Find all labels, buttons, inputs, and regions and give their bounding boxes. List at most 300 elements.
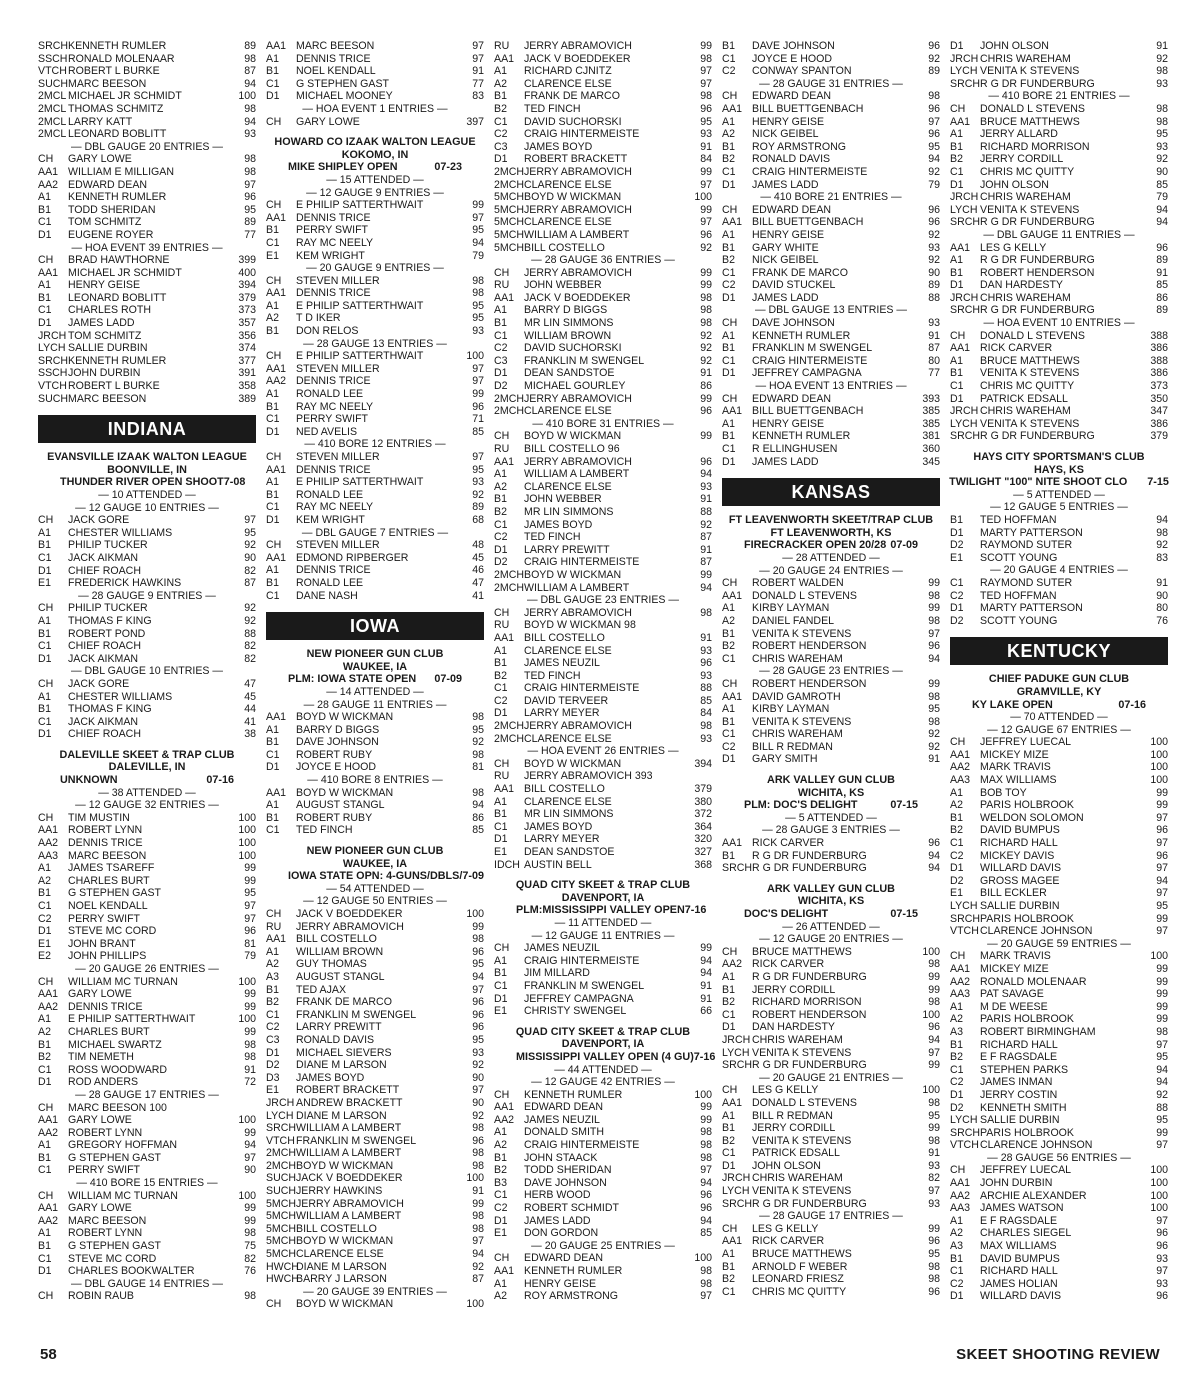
result-row [494, 1114, 712, 1127]
shooter-name: CLARENCE JOHNSON [980, 1139, 1093, 1152]
shoot-name: DOC'S DELIGHT [744, 908, 829, 920]
class-code: B1 [722, 1122, 735, 1135]
result-row [722, 1185, 940, 1198]
result-row [266, 1160, 484, 1173]
shooter-name: CRAIG HINTERMEISTE [752, 165, 868, 178]
result-row [950, 615, 1168, 628]
class-code: CH [950, 736, 966, 749]
score: 97 [700, 77, 712, 90]
class-code: A1 [722, 1109, 735, 1122]
score: 93 [472, 325, 484, 338]
score: 90 [472, 1071, 484, 1084]
shooter-name: MARTY PATTERSON [980, 526, 1083, 539]
class-code: B1 [38, 627, 51, 640]
score: 100 [466, 1172, 484, 1185]
shooter-name: BILL COSTELLO [296, 1222, 377, 1235]
result-row [38, 875, 256, 888]
class-code: B1 [494, 967, 507, 980]
result-row [950, 787, 1168, 800]
result-row [722, 590, 940, 603]
class-code: AA1 [950, 1177, 971, 1190]
class-code: B1 [950, 140, 963, 153]
shooter-name: FRANK DE MARCO [296, 996, 392, 1009]
shooter-name: DENNIS TRICE [296, 287, 371, 300]
score: 385 [922, 405, 940, 418]
result-row [266, 564, 484, 577]
score: 373 [1150, 380, 1168, 393]
score: 99 [700, 942, 712, 955]
class-code: AA1 [38, 824, 59, 837]
shooter-name: JERRY ABRAMOVICH [296, 920, 404, 933]
score: 94 [472, 236, 484, 249]
shooter-name: CHRIS MC QUITTY [980, 380, 1075, 393]
class-code: CH [722, 677, 738, 690]
result-row [722, 837, 940, 850]
result-row [494, 707, 712, 720]
score: 99 [1156, 912, 1168, 925]
class-code: SRCH [722, 1059, 753, 1072]
shooter-name: CRAIG HINTERMEISTE [524, 556, 640, 569]
class-code: AA1 [950, 342, 971, 355]
shooter-name: MICKEY MIZE [980, 962, 1049, 975]
result-row [950, 1278, 1168, 1291]
result-row [494, 607, 712, 620]
result-row [38, 179, 256, 192]
class-code: C2 [950, 589, 964, 602]
shooter-name: G STEPHEN GAST [68, 1151, 162, 1164]
score: 87 [472, 1273, 484, 1286]
class-code: C1 [494, 329, 508, 342]
result-row [494, 317, 712, 330]
shooter-name: KIRBY LAYMAN [752, 703, 830, 716]
score: 100 [238, 975, 256, 988]
result-row [494, 267, 712, 280]
shooter-name: FRANKLIN M SWENGEL [524, 979, 645, 992]
class-code: CH [266, 199, 282, 212]
score: 95 [1156, 1051, 1168, 1064]
shooter-name: R G DR FUNDERBURG [980, 254, 1095, 267]
shooter-name: GARY LOWE [68, 1202, 132, 1215]
result-row [38, 716, 256, 729]
result-row [722, 946, 940, 959]
class-code: CH [722, 577, 738, 590]
club-location: GRAMVILLE, KY [1016, 685, 1102, 698]
result-row [494, 783, 712, 796]
result-row [38, 204, 256, 217]
class-code: CH [38, 1101, 54, 1114]
shooter-name: TED FINCH [524, 669, 581, 682]
shooter-name: BOYD W WICKMAN [296, 1159, 394, 1172]
score: 94 [244, 1139, 256, 1152]
class-code: D2 [494, 556, 508, 569]
class-code: SRCH [722, 1197, 753, 1210]
club-location: KOKOMO, IN [341, 148, 409, 161]
result-row [494, 90, 712, 103]
score: 97 [1156, 925, 1168, 938]
result-row [950, 837, 1168, 850]
shooter-name: VENITA K STEVENS [752, 1134, 852, 1147]
score: 79 [244, 950, 256, 963]
result-row [38, 628, 256, 641]
shooter-name: CHIEF ROACH [68, 564, 141, 577]
score: 81 [472, 761, 484, 774]
result-row [266, 212, 484, 225]
score: 97 [928, 627, 940, 640]
score: 82 [244, 652, 256, 665]
result-row [950, 514, 1168, 527]
shooter-name: R ELLINGHUSEN [752, 443, 838, 455]
result-row [950, 925, 1168, 938]
shoot-date: 7-08 [223, 476, 246, 489]
shooter-name: PHILIP TUCKER [68, 602, 148, 615]
class-code: 5MCH [494, 228, 525, 241]
shooter-name: G STEPHEN GAST [68, 887, 162, 900]
page-number: 58 [40, 1346, 57, 1363]
event-header: — DBL GAUGE 7 ENTRIES — [301, 526, 449, 539]
result-row [950, 799, 1168, 812]
shooter-name: RONALD MOLENAAR [68, 52, 175, 65]
class-code: A2 [494, 480, 507, 493]
score: 95 [928, 1109, 940, 1122]
score: 89 [928, 279, 940, 292]
result-row [494, 330, 712, 343]
shooter-name: ROBERT HENDERSON [752, 1008, 867, 1021]
class-code: C2 [494, 694, 508, 707]
shoot-name: IOWA STATE OPN: 4-GUNS/DBLS/ [288, 870, 463, 883]
result-row [494, 1152, 712, 1165]
score: 91 [928, 329, 940, 342]
score: 100 [238, 1189, 256, 1202]
shooter-name: NICK GEIBEL [752, 128, 819, 141]
result-row [266, 1135, 484, 1148]
result-row [266, 1147, 484, 1160]
class-code: CH [494, 757, 510, 770]
result-row [494, 657, 712, 670]
result-row [266, 250, 484, 263]
result-row [266, 476, 484, 489]
result-row [722, 615, 940, 628]
class-code: B1 [494, 493, 507, 506]
shooter-name: JERRY CORDILL [752, 983, 836, 996]
class-code: C1 [266, 1008, 280, 1021]
result-row [38, 1290, 256, 1303]
score: 90 [244, 551, 256, 564]
class-code: A1 [494, 65, 507, 78]
event-header: — 20 GAUGE 21 ENTRIES — [759, 1071, 903, 1084]
shooter-name: BILL COSTELLO [524, 783, 605, 796]
score: 99 [700, 203, 712, 216]
score: 98 [928, 715, 940, 728]
shooter-name: BRUCE MATTHEWS [980, 354, 1080, 367]
class-code: A1 [722, 970, 735, 983]
event-header: — 20 GAUGE 4 ENTRIES — [990, 564, 1128, 577]
score: 99 [1156, 975, 1168, 988]
result-row [950, 824, 1168, 837]
class-code: C1 [266, 589, 280, 602]
shooter-name: MR LIN SIMMONS [524, 808, 614, 821]
result-row [950, 1290, 1168, 1303]
result-row [494, 204, 712, 217]
result-row [38, 640, 256, 653]
class-code: CH [950, 329, 966, 342]
result-row [494, 191, 712, 204]
class-code: D1 [494, 1214, 508, 1227]
result-row [494, 179, 712, 192]
result-row [494, 78, 712, 91]
shooter-name: JERRY ABRAMOVICH [524, 392, 632, 405]
shoot-date: 7-16 [684, 904, 707, 917]
result-row [950, 774, 1168, 787]
shooter-name: E PHILIP SATTERTHWAIT [296, 350, 424, 363]
class-code: A1 [950, 1214, 963, 1227]
result-row [722, 128, 940, 141]
event-header: — 28 GAUGE 3 ENTRIES — [762, 824, 900, 837]
result-row [266, 401, 484, 414]
score: 95 [244, 526, 256, 539]
class-code: SRCH [722, 862, 753, 875]
score: 97 [472, 362, 484, 375]
shoot-name: PLM: DOC'S DELIGHT [744, 799, 858, 812]
score: 99 [472, 920, 484, 933]
score: 93 [700, 480, 712, 493]
class-code: B2 [494, 505, 507, 518]
class-code: B1 [266, 400, 279, 413]
shooter-name: RICHARD MORRISON [752, 996, 862, 1009]
score: 91 [700, 493, 712, 506]
shooter-name: PATRICK EDSALL [980, 392, 1068, 405]
score: 99 [928, 677, 940, 690]
score: 379 [1150, 430, 1168, 443]
score: 92 [1156, 153, 1168, 166]
score: 79 [472, 249, 484, 262]
class-code: D1 [950, 279, 964, 292]
result-row [266, 749, 484, 762]
attendance: — 11 ATTENDED — [554, 916, 652, 929]
score: 89 [1156, 254, 1168, 267]
score: 86 [700, 380, 712, 393]
result-row [38, 703, 256, 716]
club-location: DAVENPORT, IA [561, 891, 645, 904]
shooter-name: TIM NEMETH [68, 1051, 134, 1064]
class-code: 5MCH [494, 216, 525, 229]
class-code: JRCH [722, 1172, 751, 1185]
class-code: D1 [722, 455, 736, 468]
shooter-name: TOM SCHMITZ [68, 329, 142, 342]
score: 100 [694, 1252, 712, 1265]
shooter-name: BILL COSTELLO 96 [524, 443, 620, 455]
score: 95 [700, 115, 712, 128]
shooter-name: ROBERT HENDERSON [752, 640, 867, 653]
club-name: EVANSVILLE IZAAK WALTON LEAGUE [47, 451, 247, 464]
score: 345 [922, 455, 940, 468]
score: 97 [244, 912, 256, 925]
result-row [950, 577, 1168, 590]
score: 96 [700, 455, 712, 468]
score: 94 [472, 1248, 484, 1261]
score: 99 [700, 1113, 712, 1126]
shooter-name: TED AJAX [296, 983, 347, 996]
result-row [494, 967, 712, 980]
class-code: AA1 [494, 1101, 515, 1114]
club-location: HAYS, KS [1033, 463, 1084, 476]
result-row [38, 342, 256, 355]
result-row [494, 216, 712, 229]
score: 399 [238, 254, 256, 267]
result-row [266, 90, 484, 103]
shooter-name: ROBERT RUBY [296, 748, 373, 761]
shooter-name: DONALD L STEVENS [980, 102, 1085, 115]
shooter-name: G STEPHEN GAST [296, 77, 390, 90]
class-code: CH [38, 602, 54, 615]
class-code: A1 [494, 1126, 507, 1139]
event-header: — 20 GAUGE 59 ENTRIES — [987, 937, 1131, 950]
shooter-name: DAN HARDESTY [980, 279, 1063, 292]
result-row [266, 711, 484, 724]
score: 98 [928, 90, 940, 103]
score: 99 [928, 1059, 940, 1072]
score: 93 [928, 1159, 940, 1172]
results-column [494, 40, 716, 1330]
shooter-name: GROSS MAGEE [980, 874, 1060, 887]
shooter-name: WILLIAM MC TURNAN [68, 975, 178, 988]
class-code: D1 [722, 178, 736, 191]
attendance: — 44 ATTENDED — [554, 1063, 652, 1076]
event-header: — DBL GAUGE 10 ENTRIES — [70, 665, 224, 678]
shooter-name: BILL BUETTGENBACH [752, 102, 864, 115]
result-row [38, 900, 256, 913]
shooter-name: JEFFREY LUECAL [980, 736, 1072, 749]
class-code: E1 [38, 577, 51, 590]
class-code: JRCH [950, 191, 979, 204]
result-row [266, 375, 484, 388]
class-code: D1 [266, 90, 280, 103]
results-column [266, 40, 484, 1330]
event-header: — HOA EVENT 39 ENTRIES — [71, 241, 223, 254]
shooter-name: CHESTER WILLIAMS [68, 526, 173, 539]
club-name: QUAD CITY SKEET & TRAP CLUB [515, 1025, 691, 1038]
class-code: D1 [950, 1088, 964, 1101]
result-row [722, 141, 940, 154]
shooter-name: STEVEN MILLER [296, 451, 380, 463]
class-code: C3 [494, 140, 508, 153]
class-code: D1 [38, 925, 52, 938]
shooter-name: SCOTT YOUNG [980, 551, 1058, 564]
shooter-name: JOHN STAACK [524, 1151, 598, 1164]
class-code: AA2 [38, 178, 59, 191]
class-code: 5MCH [266, 1210, 297, 1223]
shooter-name: MARK TRAVIS [980, 761, 1051, 774]
shooter-name: JERRY COSTIN [980, 1088, 1058, 1101]
class-code: B2 [722, 254, 735, 267]
result-row [722, 53, 940, 66]
shooter-name: WILLIAM A LAMBERT [296, 1147, 402, 1160]
shooter-name: JEFFREY LUECAL [980, 1164, 1072, 1177]
result-row [38, 367, 256, 380]
result-row [722, 1110, 940, 1123]
class-code: JRCH [950, 52, 979, 65]
club-name: ARK VALLEY GUN CLUB [767, 774, 895, 787]
score: 98 [472, 287, 484, 300]
club-name: ARK VALLEY GUN CLUB [767, 882, 895, 895]
class-code: AA2 [266, 375, 287, 388]
result-row [722, 418, 940, 431]
result-row [266, 824, 484, 837]
result-row [950, 405, 1168, 418]
shoot-name: TWILIGHT "100" NITE SHOOT CLO [949, 476, 1128, 489]
shooter-name: CHRIS WAREHAM [752, 652, 843, 665]
shooter-name: AUGUST STANGL [296, 799, 385, 812]
class-code: E1 [950, 551, 963, 564]
score: 90 [1156, 165, 1168, 178]
result-row [950, 430, 1168, 443]
class-code: C1 [38, 900, 52, 912]
score: 97 [1156, 887, 1168, 900]
class-code: A1 [950, 254, 963, 267]
result-row [494, 808, 712, 821]
result-row [722, 103, 940, 116]
shooter-name: CLARENCE ELSE [524, 480, 612, 493]
result-row [494, 1164, 712, 1177]
shooter-name: BILL R REDMAN [752, 740, 833, 753]
shooter-name: RICK CARVER [752, 958, 825, 971]
shooter-name: STEVEN MILLER [296, 539, 380, 552]
class-code: B1 [494, 317, 507, 330]
class-code: C3 [494, 354, 508, 367]
result-row [266, 199, 484, 212]
result-row [950, 875, 1168, 888]
result-row [266, 812, 484, 825]
class-code: CH [38, 677, 54, 690]
class-code: A2 [950, 799, 963, 812]
score: 100 [238, 90, 256, 103]
class-code: B1 [950, 1038, 963, 1051]
result-row [266, 958, 484, 971]
score: 381 [922, 430, 940, 443]
score: 98 [472, 1122, 484, 1135]
shooter-name: LARRY KATT [68, 115, 133, 128]
class-code: D3 [266, 1071, 280, 1084]
shooter-name: PARIS HOLBROOK [980, 1126, 1074, 1139]
result-row [266, 501, 484, 514]
shooter-name: E PHILIP SATTERTHWAIT [296, 476, 424, 489]
class-code: D1 [494, 992, 508, 1005]
score: 91 [700, 140, 712, 153]
shooter-name: JAMES TSAREFF [68, 862, 155, 875]
class-code: A1 [38, 614, 51, 627]
result-row [266, 1047, 484, 1060]
result-row [38, 229, 256, 242]
class-code: AA1 [722, 216, 743, 229]
result-row [950, 552, 1168, 565]
result-row [950, 1001, 1168, 1014]
shooter-name: ARCHIE ALEXANDER [980, 1189, 1087, 1202]
shooter-name: WILLIAM BROWN [524, 329, 612, 342]
result-row [266, 736, 484, 749]
shooter-name: DONALD SMITH [524, 1126, 605, 1139]
score: 94 [1156, 216, 1168, 229]
result-row [950, 950, 1168, 963]
class-code: AA2 [950, 761, 971, 774]
class-code: A1 [722, 1248, 735, 1261]
shooter-name: JAMES HOLIAN [980, 1277, 1058, 1290]
result-row [266, 1298, 484, 1311]
result-row [950, 53, 1168, 66]
class-code: VTCH [950, 925, 979, 938]
shooter-name: VENITA K STEVENS [980, 367, 1080, 380]
class-code: IDCH [494, 858, 520, 871]
shooter-name: CHESTER WILLIAMS [68, 690, 173, 703]
shooter-name: THOMAS F KING [68, 703, 152, 716]
